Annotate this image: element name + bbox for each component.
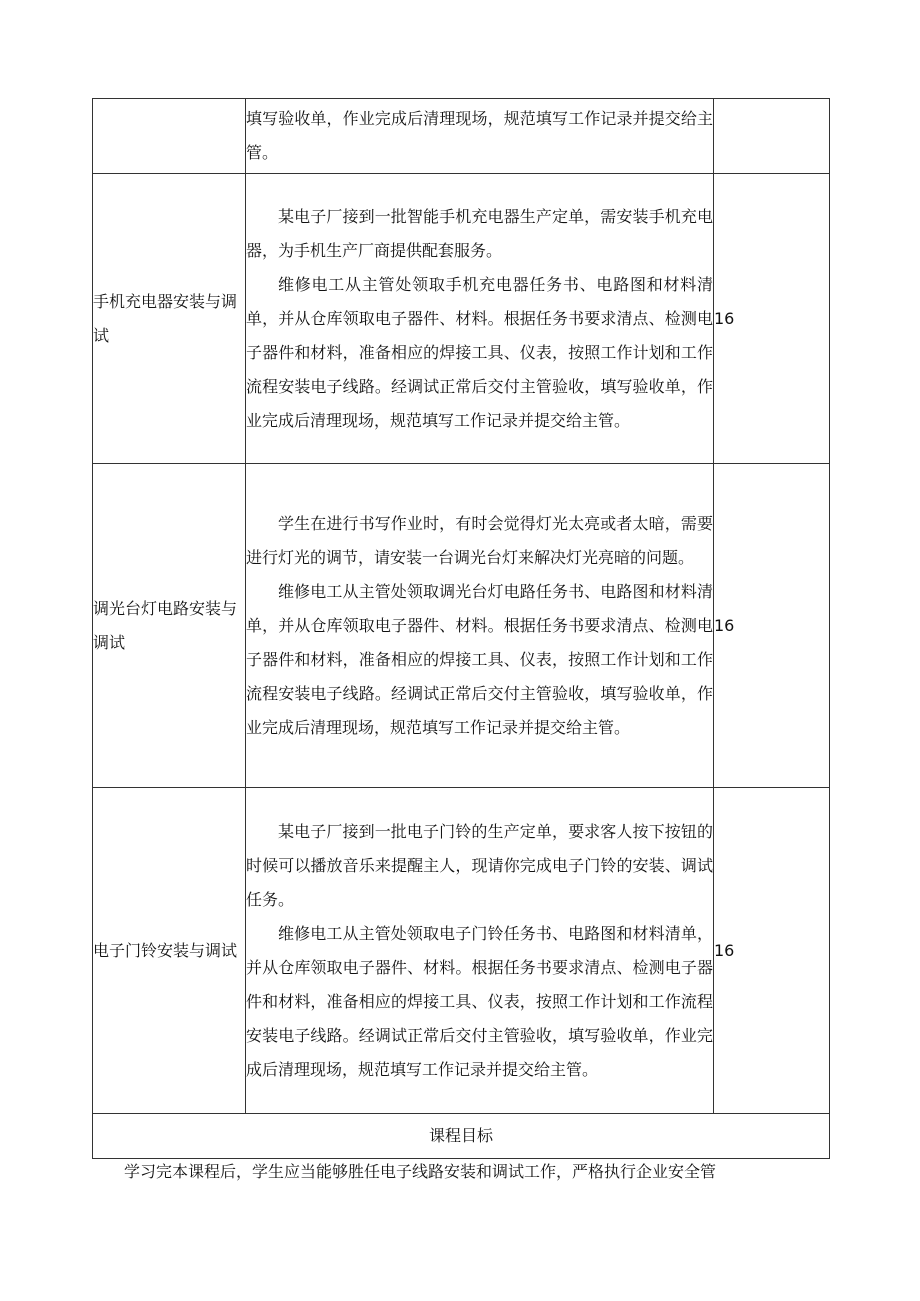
description-paragraph: 维修电工从主管处领取手机充电器任务书、电路图和材料清单，并从仓库领取电子器件、材料。根据任务书要求清点、检测电子器件和材料，准备相应的焊接工具、仪表，按照工作计划和工作流程安装电子线路。经调试正常后交付主管验收，填写验收单，作业完成后清理现场，规范填写工作记录并提交给主管。 xyxy=(246,274,713,430)
description-paragraph: 填写验收单，作业完成后清理现场，规范填写工作记录并提交给主管。 xyxy=(246,109,713,162)
task-table xyxy=(92,98,830,1159)
goal-text: 学习完本课程后，学生应当能够胜任电子线路安装和调试工作，严格执行企业安全管 xyxy=(124,1162,717,1181)
task-topic xyxy=(93,99,246,174)
task-hours: 16 xyxy=(714,464,830,788)
table-row xyxy=(93,174,830,464)
task-description xyxy=(246,788,714,1114)
task-description xyxy=(246,464,714,788)
task-rows xyxy=(93,99,830,1114)
description-paragraph: 维修电工从主管处领取电子门铃任务书、电路图和材料清单，并从仓库领取电子器件、材料。根据任务书要求清点、检测电子器件和材料，准备相应的焊接工具、仪表，按照工作计划和工作流程安装电子线路。经调试正常后交付主管验收，填写验收单，作业完成后清理现场，规范填写工作记录并提交给主管。 xyxy=(246,923,713,1079)
table-row xyxy=(93,464,830,788)
table-row xyxy=(93,99,830,174)
goal-heading: 课程目标 xyxy=(93,1114,830,1159)
task-description xyxy=(246,174,714,464)
task-topic: 电子门铃安装与调试 xyxy=(93,788,246,1114)
goal-heading-row xyxy=(93,1114,830,1159)
task-hours: 16 xyxy=(714,174,830,464)
task-description xyxy=(246,99,714,174)
table-row xyxy=(93,788,830,1114)
description-paragraph: 某电子厂接到一批电子门铃的生产定单，要求客人按下按钮的时候可以播放音乐来提醒主人，现请你完成电子门铃的安装、调试任务。 xyxy=(246,821,713,909)
task-hours: 16 xyxy=(714,788,830,1114)
task-topic: 调光台灯电路安装与调试 xyxy=(93,464,246,788)
task-hours xyxy=(714,99,830,174)
description-paragraph: 学生在进行书写作业时，有时会觉得灯光太亮或者太暗，需要进行灯光的调节，请安装一台调光台灯来解决灯光亮暗的问题。 xyxy=(246,513,713,567)
task-topic: 手机充电器安装与调试 xyxy=(93,174,246,464)
description-paragraph: 维修电工从主管处领取调光台灯电路任务书、电路图和材料清单，并从仓库领取电子器件、材料。根据任务书要求清点、检测电子器件和材料，准备相应的焊接工具、仪表，按照工作计划和工作流程安装电子线路。经调试正常后交付主管验收，填写验收单，作业完成后清理现场，规范填写工作记录并提交给主管。 xyxy=(246,581,713,737)
description-paragraph: 某电子厂接到一批智能手机充电器生产定单，需安装手机充电器，为手机生产厂商提供配套服务。 xyxy=(246,206,713,260)
